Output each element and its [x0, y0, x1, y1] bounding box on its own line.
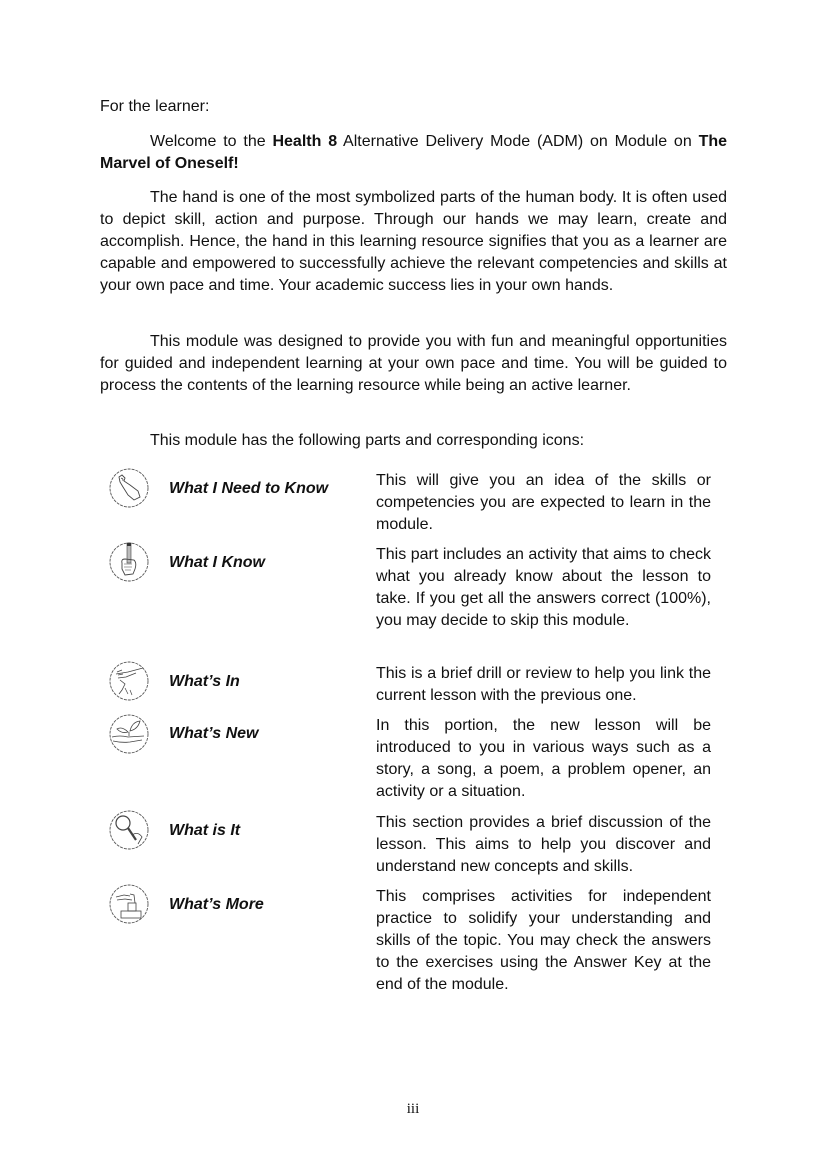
hand-paragraph: The hand is one of the most symbolized parts of the human body. It is often used to depict skill, action and purpose. Through our hands we may learn, create and accomplish. Hence, the hand in this learning resource signifies that you as a learner are capable and empowered to successfully achieve the relevant competencies and skills at your own pace and time. Your academic success lies in your own hands.: [100, 189, 727, 294]
part-description: This comprises activities for independent practice to solidify your understanding and skills of the topic. You may check the answers to the exercises using the Answer Key at the end of the module.: [376, 888, 711, 993]
part-description: In this portion, the new lesson will be introduced to you in various ways such as a story, a song, a poem, a problem opener, an activity or a situation.: [376, 717, 711, 800]
hand-holding-pencil-icon: [108, 541, 150, 583]
part-title: What’s New: [169, 725, 259, 742]
part-description: This section provides a brief discussion of the lesson. This aims to help you discover and understand new concepts and skills.: [376, 814, 711, 875]
part-title: What is It: [169, 822, 241, 839]
greeting: For the learner:: [100, 98, 210, 115]
part-description: This will give you an idea of the skills or competencies you are expected to learn in the module.: [376, 472, 711, 533]
part-title: What’s More: [169, 896, 264, 913]
pointing-hand-icon: [108, 467, 150, 509]
welcome-middle: Alternative Delivery Mode (ADM) on Module on: [337, 133, 699, 150]
hand-working-icon: [108, 883, 150, 925]
module-title: The Marvel of Oneself!: [100, 133, 728, 172]
welcome-prefix: Welcome to the: [150, 133, 273, 150]
part-description: This is a brief drill or review to help you link the current lesson with the previous one.: [376, 665, 711, 704]
hands-linking-icon: [108, 660, 150, 702]
parts-intro: This module has the following parts and corresponding icons:: [150, 432, 585, 449]
part-title: What I Need to Know: [169, 480, 329, 497]
part-title: What’s In: [169, 673, 240, 690]
page-number: iii: [406, 1101, 420, 1117]
part-title: What I Know: [169, 554, 265, 571]
design-paragraph: This module was designed to provide you with fun and meaningful opportunities for guided and independent learning at your own pace and time. You will be guided to process the contents of the learning resource while being an active learner.: [100, 333, 727, 394]
subject-name: Health 8: [272, 133, 338, 150]
part-description: This part includes an activity that aims to check what you already know about the lesson to take. If you get all the answers correct (100%), you may decide to skip this module.: [376, 546, 711, 629]
hand-with-sprout-icon: [108, 713, 150, 755]
welcome-paragraph: [100, 131, 727, 175]
magnifying-glass-icon: [108, 809, 150, 851]
